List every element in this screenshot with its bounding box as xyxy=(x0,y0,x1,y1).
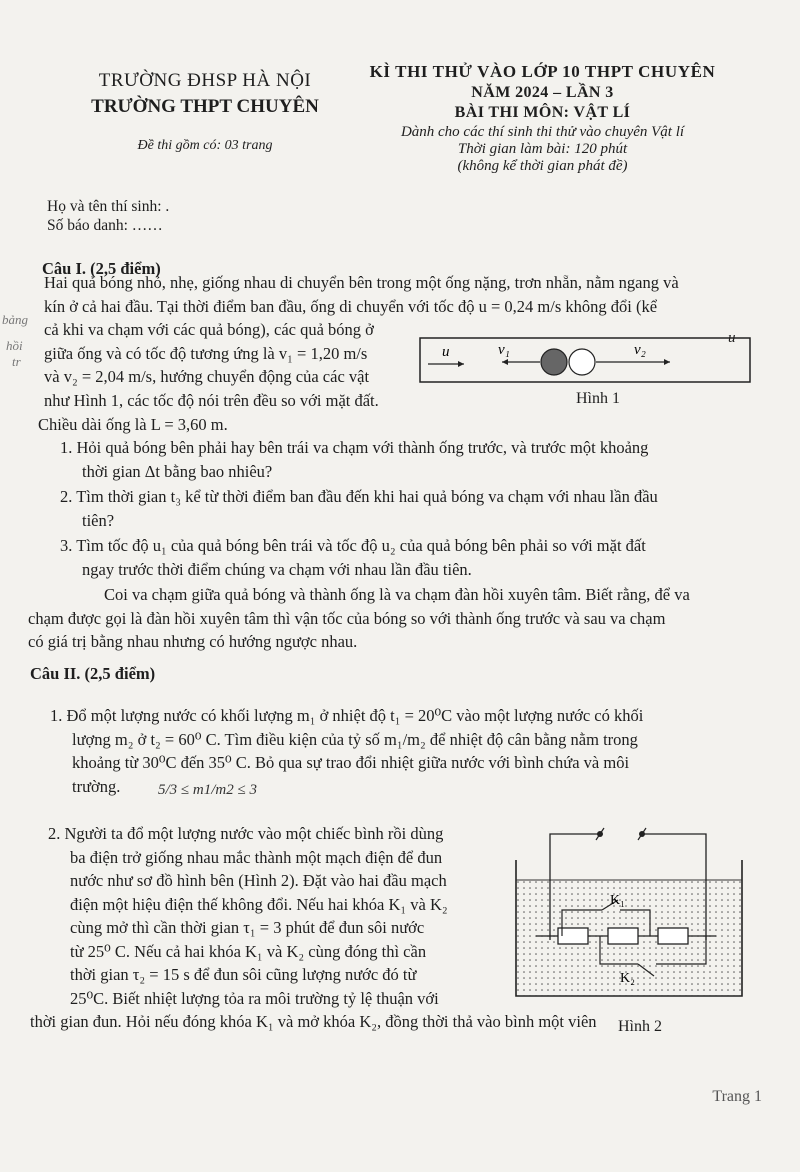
exam-title: KÌ THI THỬ VÀO LỚP 10 THPT CHUYÊN xyxy=(369,62,716,81)
q2-item-1-line-3: khoảng từ 30⁰C đến 35⁰ C. Bỏ qua sự trao đổi nhiệt giữa nước với bình chứa và môi xyxy=(72,753,630,772)
question-1-intro xyxy=(44,271,754,318)
handwritten-answer: 5/3 ≤ m1/m2 ≤ 3 xyxy=(158,782,257,798)
q1-line-4: giữa ống và có tốc độ tương ứng là v₁ = 1,20 m/s xyxy=(44,343,368,363)
q1-item-1: 1. Hỏi quả bóng bên phải hay bên trái va chạm với thành ống trước, và trước một khoảng xyxy=(60,438,649,457)
q1-note-3: có giá trị bằng nhau nhưng có hướng ngược nhau. xyxy=(28,632,358,651)
figure-2-circuit-diagram xyxy=(510,820,750,1016)
tube-velocity-label-left: u xyxy=(442,344,450,360)
student-info xyxy=(47,197,169,235)
q2-item-2-line-7: thời gian τ₂ = 15 s để đun sôi cũng lượng nước đó từ xyxy=(70,965,417,984)
question-2-heading: Câu II. (2,5 điểm) xyxy=(30,664,156,683)
q2-item-2-line-5: cùng mở thì cần thời gian τ₁ = 3 phút để đun sôi nước xyxy=(70,918,425,937)
q1-item-3-cont: ngay trước thời điểm chúng va chạm với nhau lần đầu tiên. xyxy=(82,559,472,579)
resistor-3 xyxy=(658,928,688,944)
k2-label: K₂ xyxy=(620,971,635,986)
tube-velocity-label-right: u xyxy=(728,330,736,346)
exam-audience: Dành cho các thí sinh thi thử vào chuyên Vật lí xyxy=(400,124,685,140)
page-number: Trang 1 xyxy=(712,1088,762,1105)
arrowhead-icon xyxy=(664,359,670,365)
student-name-label: Họ và tên thí sinh: . xyxy=(47,198,170,215)
school-header xyxy=(70,70,340,154)
student-id-label: Số báo danh: …… xyxy=(47,217,163,234)
q2-item-2-line-8: 25⁰C. Biết nhiệt lượng tỏa ra môi trường tỷ lệ thuận với xyxy=(70,988,439,1008)
left-ball xyxy=(541,349,567,375)
figure-1-caption: Hình 1 xyxy=(576,390,620,407)
q2-item-1-line-1: 1. Đổ một lượng nước có khối lượng m₁ ở nhiệt độ t₁ = 20⁰C vào một lượng nước có khối xyxy=(50,706,644,725)
q2-item-1-line-4: trường. xyxy=(72,776,121,796)
q2-item-2-line-3: nước như sơ đồ hình bên (Hình 2). Đặt vào hai đầu mạch xyxy=(70,871,447,890)
q2-item-2-line-6: từ 25⁰ C. Nếu cả hai khóa K₁ và K₂ cùng đóng thì cần xyxy=(70,941,427,961)
exam-subject: BÀI THI MÔN: VẬT LÍ xyxy=(454,104,631,121)
margin-note-3: tr xyxy=(12,354,21,369)
figure-1-tube-diagram xyxy=(418,328,758,388)
q1-line-1: Hai quả bóng nhỏ, nhẹ, giống nhau di chuyển bên trong một ống nặng, trơn nhẵn, nằm ngang và xyxy=(44,273,679,292)
q1-line-5: và v₂ = 2,04 m/s, hướng chuyển động của các vật xyxy=(44,367,370,386)
question-2-item-1 xyxy=(50,704,750,798)
q2-item-1-line-2: lượng m₂ ở t₂ = 60⁰ C. Tìm điều kiện của tỷ số m₁/m₂ để nhiệt độ cân bằng nằm trong xyxy=(72,729,638,749)
school-name-2: TRƯỜNG THPT CHUYÊN xyxy=(91,96,319,117)
question-1-items xyxy=(60,436,750,581)
q2-item-2-line-1: 2. Người ta đổ một lượng nước vào một chiếc bình rồi dùng xyxy=(48,824,444,843)
margin-note-2: hồi xyxy=(6,338,23,353)
v1-label: v₁ xyxy=(498,342,510,358)
q1-item-2-cont: tiên? xyxy=(82,510,115,530)
arrowhead-icon xyxy=(502,359,508,365)
q1-line-3: cả khi va chạm với các quả bóng), các quả bóng ở xyxy=(44,320,374,339)
q1-note-2: chạm được gọi là đàn hồi xuyên tâm thì vận tốc của bóng so với thành ống trước và sau va chạm xyxy=(28,608,666,628)
exam-time-note: (không kể thời gian phát đề) xyxy=(457,158,628,174)
school-name-1: TRƯỜNG ĐHSP HÀ NỘI xyxy=(98,70,312,91)
q1-line-2: kín ở cả hai đầu. Tại thời điểm ban đầu, ống di chuyển với tốc độ u = 0,24 m/s không đổi (kể xyxy=(44,296,658,316)
q1-note-1: Coi va chạm giữa quả bóng và thành ống là va chạm đàn hồi xuyên tâm. Biết rằng, để va xyxy=(104,585,690,604)
q1-item-2: 2. Tìm thời gian t₃ kể từ thời điểm ban đầu đến khi hai quả bóng va chạm với nhau lần đầu xyxy=(60,487,658,506)
k1-label: K₁ xyxy=(610,893,625,908)
question-1-intro-left xyxy=(44,318,424,412)
q2-item-2-line-4: điện một hiệu điện thế không đổi. Nếu hai khóa K₁ và K₂ xyxy=(70,894,448,914)
resistor-2 xyxy=(608,928,638,944)
figure-2-caption: Hình 2 xyxy=(618,1018,662,1035)
q1-line-6: như Hình 1, các tốc độ nói trên đều so với mặt đất. xyxy=(44,390,379,410)
v2-label: v₂ xyxy=(634,342,646,358)
right-ball xyxy=(569,349,595,375)
exam-header xyxy=(335,62,750,175)
exam-time: Thời gian làm bài: 120 phút xyxy=(457,141,628,157)
question-1-heading: Câu I. (2,5 điểm) xyxy=(42,259,161,278)
q1-line-7: Chiều dài ống là L = 3,60 m. xyxy=(38,415,228,434)
question-2-item-2 xyxy=(48,822,494,1010)
q2-item-2-line-9: thời gian đun. Hỏi nếu đóng khóa K₁ và mở khóa K₂, đồng thời thả vào bình một viên xyxy=(30,1012,597,1031)
q2-item-2-line-2: ba điện trở giống nhau mắc thành một mạch điện để đun xyxy=(70,847,443,867)
arrowhead-icon xyxy=(458,361,464,367)
exam-year: NĂM 2024 – LẦN 3 xyxy=(471,84,614,101)
pages-note: Đề thi gồm có: 03 trang xyxy=(137,138,273,153)
question-1-note xyxy=(28,583,753,654)
q1-item-1-cont: thời gian Δt bằng bao nhiêu? xyxy=(82,461,273,481)
margin-note-1: bảng xyxy=(2,312,28,327)
q1-item-3: 3. Tìm tốc độ u₁ của quả bóng bên trái và tốc độ u₂ của quả bóng bên phải so với mặt đất xyxy=(60,536,646,555)
